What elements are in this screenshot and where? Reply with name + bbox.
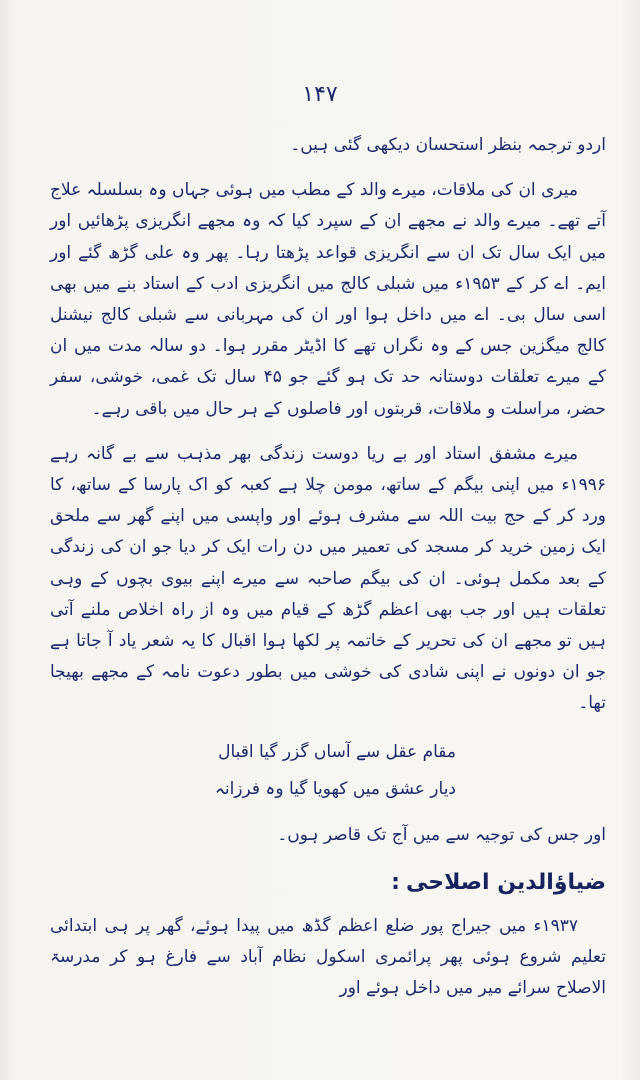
section-heading-colon: : bbox=[391, 869, 400, 895]
couplet-line-2: دیار عشق میں کھویا گیا وہ فرزانہ bbox=[214, 778, 456, 799]
page-number: ۱۴۷ bbox=[302, 82, 338, 107]
page-body bbox=[50, 130, 606, 1018]
paragraph-teacher-friend: میرے مشفق استاد اور بے ریا دوست زندگی بھر مذہب سے بے گانہ رہے ۱۹۹۶ء میں اپنی بیگم کے ساتھ، مومن چلا ہے کعبہ کو اک پارسا کے ساتھ، کا ورد کر کے حج بیت اللہ سے مشرف ہوئے اور واپسی میں اپنے گھر سے ملحق ایک زمین خرید کر مسجد کی تعمیر میں دن رات ایک کر دیا جو ان کی زندگی کے بعد مکمل ہوئی۔ ان کی بیگم صاحبہ سے میرے اپنے بیوی بچوں کے وہی تعلقات ہیں اور جب بھی اعظم گڑھ کے قیام میں وہ از راہ اخلاص ملنے آتی ہیں تو مجھے ان کی تحریر کے خاتمہ پر لکھا ہوا اقبال کا یہ شعر یاد آ جاتا ہے جو ان دونوں نے اپنی شادی کی خوشی میں بطور دعوت نامہ کے مجھے بھیجا تھا۔ bbox=[50, 443, 606, 714]
paragraph-biography: ۱۹۳۷ء میں جیراج پور ضلع اعظم گڈھ میں پیدا ہوئے، گھر پر ہی ابتدائی تعلیم شروع ہوئی پھر پرائمری اسکول نظام آباد سے فارغ ہو کر مدرسۃ الاصلاح سرائے میر میں داخل ہوئے اور bbox=[50, 915, 606, 999]
paragraph-intro-tail: اردو ترجمہ بنظر استحسان دیکھی گئی ہیں۔ bbox=[290, 135, 606, 155]
section-heading bbox=[50, 865, 606, 901]
paragraph-couplet-note: اور جس کی توجیہ سے میں آج تک قاصر ہوں۔ bbox=[277, 824, 606, 845]
iqbal-couplet bbox=[50, 734, 606, 808]
section-heading-name: ضیاؤالدین اصلاحی bbox=[405, 869, 606, 895]
couplet-line-1: مقام عقل سے آساں گزر گیا اقبال bbox=[218, 741, 456, 762]
paragraph-first-meeting: میری ان کی ملاقات، میرے والد کے مطب میں ہوئی جہاں وہ بسلسلہ علاج آتے تھے۔ میرے والد نے مجھے ان کے سپرد کیا کہ وہ مجھے انگریزی پڑھائیں اور میں ایک سال تک ان سے انگریزی قواعد پڑھتا رہا۔ پھر وہ علی گڑھ گئے اور ایم۔ اے کر کے ۱۹۵۳ء میں شبلی کالج میں انگریزی ادب کے استاد بنے میں بھی اسی سال بی۔ اے میں داخل ہوا اور ان کی مہربانی سے شبلی کالج نیشنل کالج میگزین جس کے وہ نگراں تھے کا اڈیٹر مقرر ہوا۔ دو سالہ مدت میں ان کے میرے تعلقات دوستانہ حد تک ہو گئے جو ۴۵ سال تک غمی، خوشی، سفر حضر، مراسلت و ملاقات، قربتوں اور فاصلوں کے ہر حال میں باقی رہے۔ bbox=[50, 180, 606, 419]
